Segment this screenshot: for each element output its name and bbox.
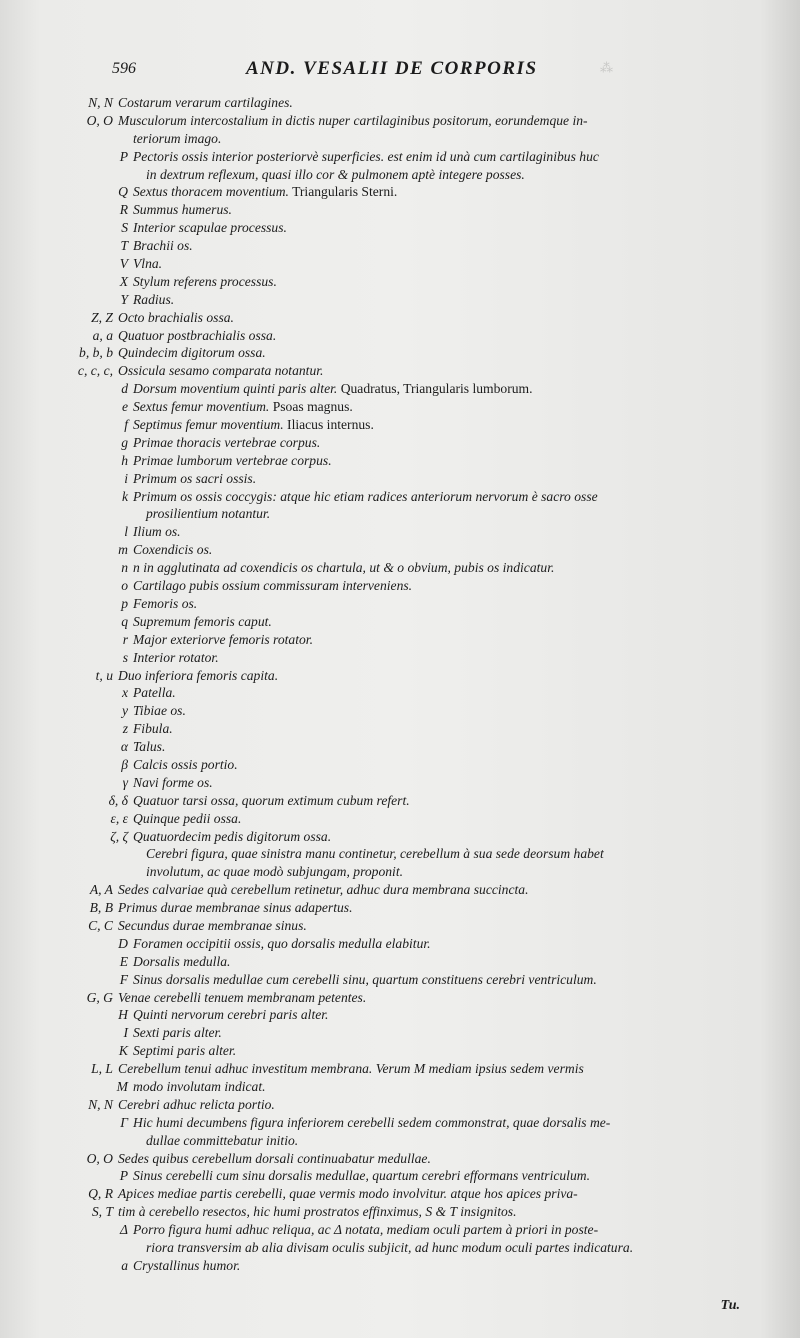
- legend-text: [133, 559, 554, 577]
- legend-label: I: [123, 1025, 128, 1041]
- legend-label: ζ, ζ: [110, 828, 128, 844]
- legend-line: [0, 488, 800, 506]
- legend-line: [0, 881, 800, 899]
- legend-text-italic: Fibula.: [133, 721, 173, 737]
- legend-text: [133, 828, 331, 846]
- legend-text-italic: Sexti paris alter.: [133, 1025, 222, 1041]
- legend-label: Γ: [120, 1114, 128, 1130]
- legend-text-italic: Octo brachialis ossa.: [118, 309, 234, 325]
- legend-text: [133, 649, 219, 667]
- legend-text: [118, 344, 266, 362]
- legend-text: [118, 881, 529, 899]
- legend-label: B, B: [89, 900, 113, 916]
- legend-text: [133, 1006, 328, 1024]
- legend-text: [133, 1042, 236, 1060]
- legend-text-italic: Quatuor postbrachialis ossa.: [118, 327, 277, 343]
- legend-label: i: [124, 470, 128, 486]
- legend-line: [0, 1042, 800, 1060]
- legend-text-italic: Dorsum moventium quinti paris alter.: [133, 381, 338, 397]
- legend-line: [0, 309, 800, 327]
- bleed-through-decoration: ⁂: [600, 60, 613, 75]
- legend-label: G, G: [86, 989, 113, 1005]
- legend-label: δ, δ: [108, 792, 128, 808]
- legend-text: [133, 756, 238, 774]
- legend-label: M: [116, 1078, 128, 1094]
- legend-text: [118, 112, 588, 130]
- legend-label: O, O: [86, 112, 113, 128]
- legend-text: [133, 488, 598, 506]
- legend-text-italic: Cerebellum tenui adhuc investitum membrana. Verum M mediam ipsius sedem vermis: [118, 1061, 584, 1077]
- legend-text-italic: Cerebri figura, quae sinistra manu continetur, cerebellum à sua sede deorsum habet: [146, 846, 604, 862]
- legend-text: [118, 309, 234, 327]
- legend-text-italic: Secundus durae membranae sinus.: [118, 917, 307, 933]
- legend-label: N, N: [88, 95, 113, 110]
- legend-line: [0, 792, 800, 810]
- legend-text-italic: teriorum imago.: [133, 130, 222, 146]
- legend-label: p: [121, 595, 128, 611]
- legend-label: k: [121, 488, 128, 504]
- legend-label: P: [119, 148, 128, 164]
- legend-line: [0, 130, 800, 148]
- legend-text-italic: Quatuordecim pedis digitorum ossa.: [133, 828, 332, 844]
- legend-text: [133, 1114, 610, 1132]
- legend-text-italic: Primum os ossis coccygis: atque hic etiam radices anteriorum nervorum è sacro osse: [133, 488, 598, 504]
- legend-line: [0, 684, 800, 702]
- legend-text: [133, 595, 197, 613]
- legend-text-italic: Supremum femoris caput.: [133, 613, 272, 629]
- legend-line: [0, 183, 800, 201]
- legend-line: [0, 291, 800, 309]
- legend-text-italic: Primum os sacri ossis.: [133, 470, 257, 486]
- legend-line: [0, 255, 800, 273]
- legend-text: [133, 1221, 598, 1239]
- legend-text: [133, 702, 186, 720]
- legend-text: [133, 291, 174, 309]
- legend-line: [0, 720, 800, 738]
- legend-line: [0, 166, 800, 184]
- legend-label: D: [118, 935, 128, 951]
- legend-label: c, c, c,: [77, 363, 113, 379]
- legend-text-italic: Septimus femur moventium.: [133, 417, 284, 433]
- legend-text: [133, 434, 320, 452]
- legend-label: r: [122, 631, 128, 647]
- legend-label: t, u: [95, 667, 113, 683]
- legend-line: [0, 434, 800, 452]
- legend-label: Q: [118, 184, 128, 200]
- legend-line: [0, 953, 800, 971]
- legend-text: [133, 774, 213, 792]
- legend-label: S: [121, 220, 128, 236]
- legend-label: C, C: [88, 917, 113, 933]
- legend-text-italic: Quatuor tarsi ossa, quorum extimum cubum refert.: [133, 792, 410, 808]
- legend-line: [0, 1167, 800, 1185]
- legend-text: [133, 1257, 240, 1275]
- legend-label: Δ: [120, 1222, 128, 1238]
- legend-label: g: [121, 434, 128, 450]
- legend-line: [0, 702, 800, 720]
- legend-text-italic: Dorsalis medulla.: [133, 953, 231, 969]
- legend-line: [0, 810, 800, 828]
- legend-line: [0, 828, 800, 846]
- legend-text: [133, 380, 533, 398]
- legend-text-italic: Venae cerebelli tenuem membranam petentes.: [118, 989, 367, 1005]
- legend-line: [0, 1185, 800, 1203]
- legend-line: [0, 1006, 800, 1024]
- legend-label: H: [118, 1007, 128, 1023]
- legend-line: [0, 989, 800, 1007]
- legend-text-italic: Primus durae membranae sinus adapertus.: [118, 900, 353, 916]
- legend-text-roman: Psoas magnus.: [269, 399, 353, 415]
- legend-text: [133, 935, 431, 953]
- legend-text: [133, 201, 232, 219]
- legend-text-italic: Vlna.: [133, 256, 163, 272]
- legend-text: [133, 130, 221, 148]
- legend-text-italic: Radius.: [133, 291, 175, 307]
- legend-text-italic: Interior rotator.: [133, 649, 219, 665]
- legend-text: [118, 989, 366, 1007]
- legend-line: [0, 523, 800, 541]
- legend-label: x: [121, 685, 128, 701]
- legend-text: [133, 613, 272, 631]
- page-header: [112, 58, 672, 86]
- legend-text-italic: Cerebri adhuc relicta portio.: [118, 1096, 275, 1112]
- legend-label: E: [119, 953, 128, 969]
- legend-text-italic: Primae lumborum vertebrae corpus.: [133, 452, 332, 468]
- catchword: Tu.: [720, 1298, 740, 1313]
- legend-text: [133, 452, 332, 470]
- legend-text-italic: Ossicula sesamo comparata notantur.: [118, 363, 324, 379]
- legend-line: [0, 362, 800, 380]
- legend-line: [0, 774, 800, 792]
- legend-label: y: [121, 703, 128, 719]
- legend-label: R: [119, 202, 128, 218]
- legend-text-italic: Quindecim digitorum ossa.: [118, 345, 266, 361]
- legend-line: [0, 380, 800, 398]
- legend-text-italic: Porro figura humi adhuc reliqua, ac Δ notata, mediam oculi partem à priori in poste-: [133, 1222, 599, 1238]
- legend-label: a, a: [92, 327, 113, 343]
- legend-text: [133, 237, 193, 255]
- legend-label: d: [121, 381, 128, 397]
- legend-line: [0, 344, 800, 362]
- legend-line: [0, 148, 800, 166]
- legend-label: N, N: [88, 1096, 113, 1112]
- legend-text-italic: Foramen occipitii ossis, quo dorsalis medulla elabitur.: [133, 935, 431, 951]
- legend-line: [0, 1132, 800, 1150]
- legend-label: Y: [120, 291, 128, 307]
- legend-line: [0, 1221, 800, 1239]
- legend-text-italic: Talus.: [133, 739, 166, 755]
- legend-text: [133, 1024, 222, 1042]
- legend-text-italic: Musculorum intercostalium in dictis nuper cartilaginibus positorum, eorundemque in-: [118, 112, 588, 128]
- legend-line: [0, 667, 800, 685]
- legend-line: [0, 1078, 800, 1096]
- legend-text: [146, 1239, 633, 1257]
- legend-label: V: [119, 256, 128, 272]
- legend-line: [0, 1060, 800, 1078]
- legend-text: [133, 398, 353, 416]
- legend-text: [133, 971, 597, 989]
- legend-text: [118, 667, 278, 685]
- legend-label: q: [121, 613, 128, 629]
- legend-label: z: [122, 721, 128, 737]
- legend-line: [0, 416, 800, 434]
- legend-line: [0, 327, 800, 345]
- legend-line: [0, 1096, 800, 1114]
- legend-text: [133, 255, 162, 273]
- legend-text-italic: Sextus thoracem moventium.: [133, 184, 289, 200]
- legend-text-italic: Ilium os.: [133, 524, 181, 540]
- legend-text-italic: Summus humerus.: [133, 202, 232, 218]
- legend-text: [133, 541, 212, 559]
- running-title: AND. VESALII DE CORPORIS: [246, 58, 538, 79]
- legend-text-italic: Navi forme os.: [133, 774, 213, 790]
- legend-line: [0, 1024, 800, 1042]
- legend-text-italic: dullae committebatur initio.: [146, 1132, 299, 1148]
- legend-label: A, A: [89, 882, 113, 898]
- legend-text: [133, 416, 374, 434]
- legend-label: S, T: [91, 1204, 113, 1220]
- legend-line: [0, 649, 800, 667]
- legend-text-italic: Duo inferiora femoris capita.: [118, 667, 279, 683]
- legend-text: [118, 1150, 431, 1168]
- legend-label: e: [121, 399, 128, 415]
- legend-text-italic: Calcis ossis portio.: [133, 756, 238, 772]
- legend-text: [133, 219, 287, 237]
- legend-label: K: [118, 1043, 128, 1059]
- legend-text-italic: in dextrum reflexum, quasi illo cor & pulmonem aptè integere posses.: [146, 166, 525, 182]
- legend-label: h: [121, 452, 128, 468]
- legend-text: [133, 810, 241, 828]
- legend-label: P: [119, 1168, 128, 1184]
- legend-label: ε, ε: [110, 810, 128, 826]
- legend-text: [133, 684, 176, 702]
- legend-line: [0, 863, 800, 881]
- legend-text: [133, 738, 165, 756]
- legend-text: [133, 1167, 590, 1185]
- legend-line: [0, 505, 800, 523]
- legend-label: m: [118, 542, 128, 558]
- legend-line: [0, 237, 800, 255]
- legend-text: [133, 953, 230, 971]
- legend-text: [118, 1060, 584, 1078]
- legend-text: [118, 1096, 275, 1114]
- legend-label: f: [124, 417, 128, 433]
- legend-text: [133, 523, 181, 541]
- legend-text-roman: Quadratus, Triangularis lumborum.: [337, 381, 533, 397]
- legend-text: [118, 362, 323, 380]
- legend-text-italic: Septimi paris alter.: [133, 1043, 237, 1059]
- legend-line: [0, 94, 800, 112]
- legend-text-italic: Apices mediae partis cerebelli, quae vermis modo involvitur. atque hos apices priva-: [118, 1186, 578, 1202]
- legend-line: [0, 971, 800, 989]
- legend-line: [0, 845, 800, 863]
- legend-text: [133, 577, 412, 595]
- legend-text-italic: Sinus cerebelli cum sinu dorsalis medullae, quartum cerebri efformans ventriculum.: [133, 1168, 590, 1184]
- legend-text-italic: n in agglutinata ad coxendicis os chartula, ut & o obvium, pubis os indicatur.: [133, 560, 555, 576]
- legend-label: Q, R: [88, 1186, 113, 1202]
- legend-text-italic: Brachii os.: [133, 238, 193, 254]
- legend-text-italic: Interior scapulae processus.: [133, 220, 287, 236]
- legend-text-italic: Tibiae os.: [133, 703, 186, 719]
- legend-text-italic: tim à cerebello resectos, hic humi prostratos effinximus, S & T insignitos.: [118, 1204, 517, 1220]
- legend-text-italic: Major exteriorve femoris rotator.: [133, 631, 313, 647]
- legend-label: L, L: [91, 1061, 113, 1077]
- legend-line: [0, 559, 800, 577]
- legend-line: [0, 935, 800, 953]
- legend-text: [118, 917, 307, 935]
- legend-text: [133, 470, 256, 488]
- legend-text-italic: Hic humi decumbens figura inferiorem cerebelli sedem commonstrat, quae dorsalis me-: [133, 1114, 611, 1130]
- legend-line: [0, 899, 800, 917]
- legend-line: [0, 1257, 800, 1275]
- legend-label: X: [119, 273, 128, 289]
- legend-text: [146, 505, 270, 523]
- legend-label: T: [120, 238, 128, 254]
- legend-text: [118, 899, 353, 917]
- legend-text: [133, 631, 313, 649]
- page-number: 596: [112, 60, 136, 77]
- legend-list: [0, 94, 800, 1275]
- legend-label: o: [121, 578, 128, 594]
- legend-line: [0, 1114, 800, 1132]
- legend-line: [0, 756, 800, 774]
- legend-text: [146, 166, 525, 184]
- legend-line: [0, 1239, 800, 1257]
- legend-text-italic: prosilientium notantur.: [146, 506, 271, 522]
- legend-label: β: [121, 756, 128, 772]
- legend-line: [0, 917, 800, 935]
- legend-text-italic: involutum, ac quae modò subjungam, proponit.: [146, 864, 404, 880]
- legend-text-italic: Cartilago pubis ossium commissuram interveniens.: [133, 578, 413, 594]
- legend-line: [0, 1150, 800, 1168]
- legend-text: [133, 148, 599, 166]
- legend-label: α: [120, 739, 128, 755]
- legend-text-roman: Triangularis Sterni.: [288, 184, 398, 200]
- legend-label: s: [122, 649, 128, 665]
- legend-text: [146, 845, 604, 863]
- legend-line: [0, 541, 800, 559]
- legend-text-roman: Iliacus internus.: [283, 417, 374, 433]
- legend-text-italic: Femoris os.: [133, 595, 198, 611]
- legend-text-italic: Patella.: [133, 685, 176, 701]
- legend-line: [0, 470, 800, 488]
- legend-line: [0, 631, 800, 649]
- legend-text: [133, 183, 397, 201]
- legend-text: [133, 273, 277, 291]
- legend-line: [0, 738, 800, 756]
- legend-text-italic: Sinus dorsalis medullae cum cerebelli sinu, quartum constituens cerebri ventriculum.: [133, 971, 597, 987]
- legend-text: [146, 863, 403, 881]
- legend-label: O, O: [86, 1150, 113, 1166]
- legend-text: [118, 1203, 516, 1221]
- legend-text-italic: Sedes calvariae quà cerebellum retinetur, adhuc dura membrana succincta.: [118, 882, 529, 898]
- legend-text-italic: Quinque pedii ossa.: [133, 810, 242, 826]
- legend-text: [118, 1185, 578, 1203]
- legend-text: [146, 1132, 298, 1150]
- legend-text: [118, 94, 293, 112]
- legend-line: [0, 398, 800, 416]
- legend-text-italic: Stylum referens processus.: [133, 273, 277, 289]
- legend-line: [0, 452, 800, 470]
- legend-text: [133, 792, 410, 810]
- legend-text-italic: Crystallinus humor.: [133, 1257, 241, 1273]
- legend-text-italic: riora transversim ab alia divisam oculis subjicit, ad hunc modum oculi partes indicatura.: [146, 1240, 634, 1255]
- legend-text-italic: Costarum verarum cartilagines.: [118, 95, 293, 110]
- legend-line: [0, 577, 800, 595]
- legend-label: n: [121, 560, 128, 576]
- legend-line: [0, 1203, 800, 1221]
- legend-text: [133, 720, 173, 738]
- legend-text-italic: Sextus femur moventium.: [133, 399, 270, 415]
- legend-text-italic: Sedes quibus cerebellum dorsali continuabatur medullae.: [118, 1150, 431, 1166]
- legend-line: [0, 613, 800, 631]
- legend-label: Z, Z: [91, 309, 113, 325]
- legend-text: [118, 327, 276, 345]
- legend-label: a: [121, 1257, 128, 1273]
- legend-text-italic: Coxendicis os.: [133, 542, 213, 558]
- legend-line: [0, 219, 800, 237]
- legend-label: F: [119, 971, 128, 987]
- legend-line: [0, 112, 800, 130]
- legend-label: l: [124, 524, 128, 540]
- legend-line: [0, 273, 800, 291]
- legend-line: [0, 595, 800, 613]
- legend-label: γ: [122, 774, 128, 790]
- legend-text-italic: Primae thoracis vertebrae corpus.: [133, 434, 321, 450]
- legend-line: [0, 201, 800, 219]
- legend-text-italic: Quinti nervorum cerebri paris alter.: [133, 1007, 329, 1023]
- legend-text-italic: Pectoris ossis interior posteriorvè superficies. est enim id unà cum cartilaginibus huc: [133, 148, 599, 164]
- legend-text: [133, 1078, 266, 1096]
- legend-text-italic: modo involutam indicat.: [133, 1078, 266, 1094]
- legend-label: b, b, b: [79, 345, 113, 361]
